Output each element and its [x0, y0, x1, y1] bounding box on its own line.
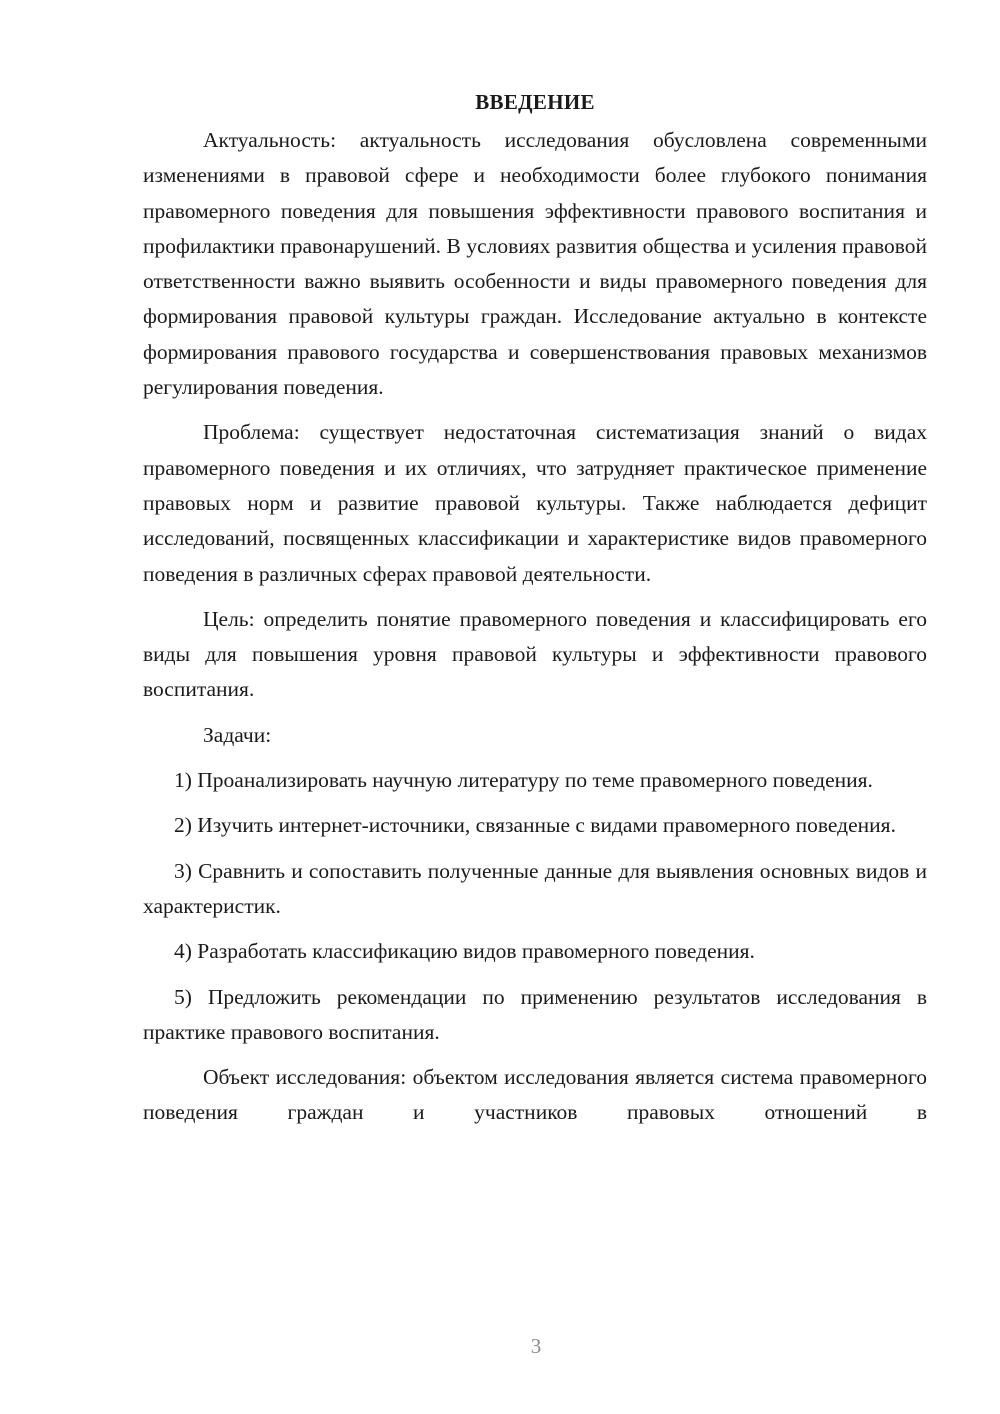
task-item-1: 1) Проанализировать научную литературу по теме правомерного поведения.: [174, 768, 873, 793]
tasks-heading: Задачи:: [203, 722, 272, 747]
document-page: [143, 90, 927, 1141]
page-number: 3: [530, 1334, 542, 1358]
task-item-3: 3) Сравнить и сопоставить полученные данные для выявления основных видов и характеристик.: [143, 858, 927, 918]
relevance-paragraph: Актуальность: актуальность исследования обусловлена современными изменениями в правовой сфере и необходимости более глубокого понимания правомерного поведения для повышения эффективности правового воспитания и профилактики правонарушений. В условиях развития общества и усиления правовой ответственности важно выявить особенности и виды правомерного поведения для формирования правовой культуры граждан. Исследование актуально в контексте формирования правового государства и совершенствования правовых механизмов регулирования поведения.: [143, 128, 927, 400]
task-item-4: 4) Разработать классификацию видов правомерного поведения.: [174, 939, 755, 964]
problem-paragraph: Проблема: существует недостаточная систематизация знаний о видах правомерного поведения и их отличиях, что затрудняет практическое применение правовых норм и развитие правовой культуры. Также наблюдается дефицит исследований, посвященных классификации и характеристике видов правомерного поведения в различных сферах правовой деятельности.: [143, 420, 927, 586]
goal-paragraph: Цель: определить понятие правомерного поведения и классифицировать его виды для повышения уровня правовой культуры и эффективности правового воспитания.: [143, 606, 927, 702]
task-item-5: 5) Предложить рекомендации по применению результатов исследования в практике правового воспитания.: [143, 984, 927, 1044]
task-item-2: 2) Изучить интернет-источники, связанные с видами правомерного поведения.: [174, 813, 896, 838]
page-title: ВВЕДЕНИЕ: [475, 90, 595, 114]
object-paragraph: Объект исследования: объектом исследования является система правомерного поведения граждан и участников правовых отношений в: [143, 1065, 927, 1125]
